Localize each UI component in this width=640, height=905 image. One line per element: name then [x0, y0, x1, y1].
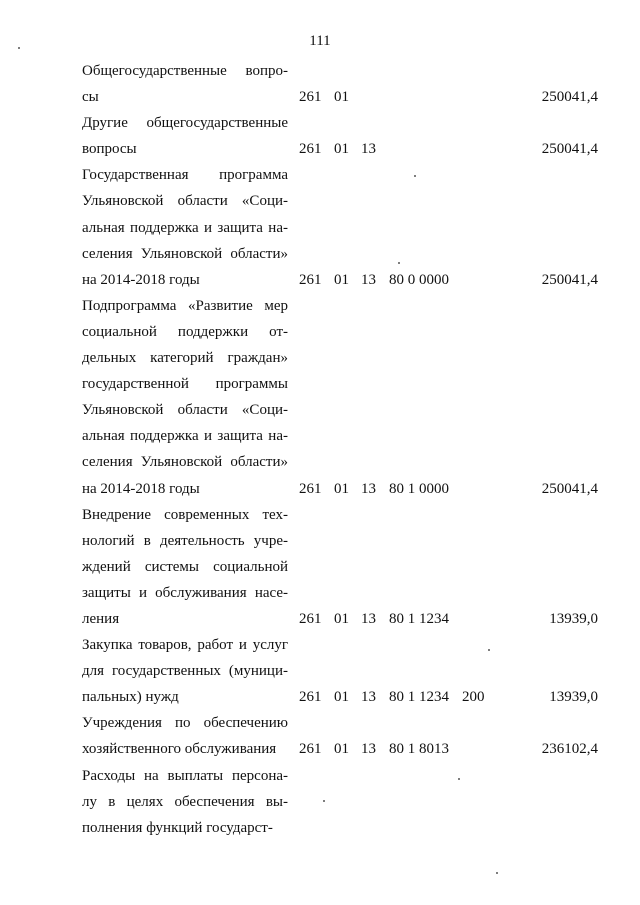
- row-description: [82, 293, 288, 502]
- row-codes: [0, 815, 640, 841]
- row-codes: [0, 84, 640, 110]
- description-line: Закупка товаров, работ и услуг: [82, 637, 288, 654]
- section-code: 01: [334, 689, 349, 706]
- description-line: альная поддержка и защита на-: [82, 219, 288, 236]
- table-row: [0, 293, 640, 502]
- description-line: альная поддержка и защита на-: [82, 428, 288, 445]
- amount: 250041,4: [541, 141, 598, 158]
- description-line: Ульяновской области «Соци-: [82, 193, 288, 210]
- table-row: [0, 162, 640, 292]
- description-line: селения Ульяновской области»: [82, 454, 288, 471]
- description-line: сы: [82, 89, 99, 106]
- ved-code: 261: [299, 741, 322, 758]
- subsection-code: 13: [361, 480, 376, 497]
- subsection-code: 13: [361, 271, 376, 288]
- amount: 250041,4: [541, 89, 598, 106]
- subsection-code: 13: [361, 610, 376, 627]
- description-line: на 2014-2018 годы: [82, 271, 200, 288]
- row-codes: [0, 267, 640, 293]
- amount: 13939,0: [549, 610, 598, 627]
- description-line: хозяйственного обслуживания: [82, 741, 277, 758]
- section-code: 01: [334, 271, 349, 288]
- description-line: полнения функций государст-: [82, 819, 273, 836]
- page-number: 111: [309, 33, 331, 49]
- description-line: пальных) нужд: [82, 689, 179, 706]
- expense-type-code: 200: [462, 689, 485, 706]
- row-codes: [0, 136, 640, 162]
- scan-speck: [323, 800, 325, 802]
- description-line: дельных категорий граждан»: [82, 350, 288, 367]
- section-code: 01: [334, 141, 349, 158]
- budget-table: [0, 58, 640, 841]
- ved-code: 261: [299, 480, 322, 497]
- description-line: нологий в деятельность учре-: [82, 532, 288, 549]
- description-line: на 2014-2018 годы: [82, 480, 200, 497]
- table-row: [0, 710, 640, 762]
- target-article-code: 80 1 8013: [389, 741, 449, 758]
- table-row: [0, 58, 640, 110]
- amount: 236102,4: [541, 741, 598, 758]
- scan-speck: [458, 778, 460, 780]
- description-line: Внедрение современных тех-: [82, 506, 288, 523]
- section-code: 01: [334, 610, 349, 627]
- subsection-code: 13: [361, 141, 376, 158]
- subsection-code: 13: [361, 689, 376, 706]
- ved-code: 261: [299, 689, 322, 706]
- scan-speck: [414, 175, 416, 177]
- amount: 250041,4: [541, 480, 598, 497]
- table-row: [0, 632, 640, 710]
- description-line: Ульяновской области «Соци-: [82, 402, 288, 419]
- amount: 250041,4: [541, 271, 598, 288]
- scan-speck: [496, 872, 498, 874]
- description-line: Общегосударственные вопро-: [82, 63, 288, 79]
- section-code: 01: [334, 89, 349, 106]
- section-code: 01: [334, 741, 349, 758]
- description-line: Государственная программа: [82, 167, 288, 184]
- row-codes: [0, 684, 640, 710]
- section-code: 01: [334, 480, 349, 497]
- target-article-code: 80 1 1234: [389, 689, 449, 706]
- ved-code: 261: [299, 610, 322, 627]
- scan-speck: [18, 47, 20, 49]
- row-codes: [0, 606, 640, 632]
- subsection-code: 13: [361, 741, 376, 758]
- description-line: социальной поддержки от-: [82, 323, 288, 340]
- description-line: защиты и обслуживания насе-: [82, 584, 288, 601]
- ved-code: 261: [299, 141, 322, 158]
- description-line: ждений системы социальной: [82, 558, 288, 575]
- table-row: [0, 110, 640, 162]
- description-line: для государственных (муници-: [82, 663, 288, 680]
- scan-speck: [398, 262, 400, 264]
- description-line: ления: [82, 610, 120, 627]
- description-line: Подпрограмма «Развитие мер: [82, 297, 288, 314]
- description-line: Другие общегосударственные: [82, 115, 288, 132]
- description-line: лу в целях обеспечения вы-: [82, 793, 288, 810]
- row-codes: [0, 476, 640, 502]
- table-row: [0, 502, 640, 632]
- description-line: Расходы на выплаты персона-: [82, 767, 288, 784]
- description-line: селения Ульяновской области»: [82, 245, 288, 262]
- description-line: государственной программы: [82, 376, 288, 393]
- target-article-code: 80 1 1234: [389, 610, 449, 627]
- target-article-code: 80 1 0000: [389, 480, 449, 497]
- ved-code: 261: [299, 271, 322, 288]
- scan-speck: [488, 649, 490, 651]
- description-line: вопросы: [82, 141, 137, 158]
- row-codes: [0, 736, 640, 762]
- target-article-code: 80 0 0000: [389, 271, 449, 288]
- ved-code: 261: [299, 89, 322, 106]
- amount: 13939,0: [549, 689, 598, 706]
- table-row: [0, 763, 640, 841]
- description-line: Учреждения по обеспечению: [82, 715, 288, 732]
